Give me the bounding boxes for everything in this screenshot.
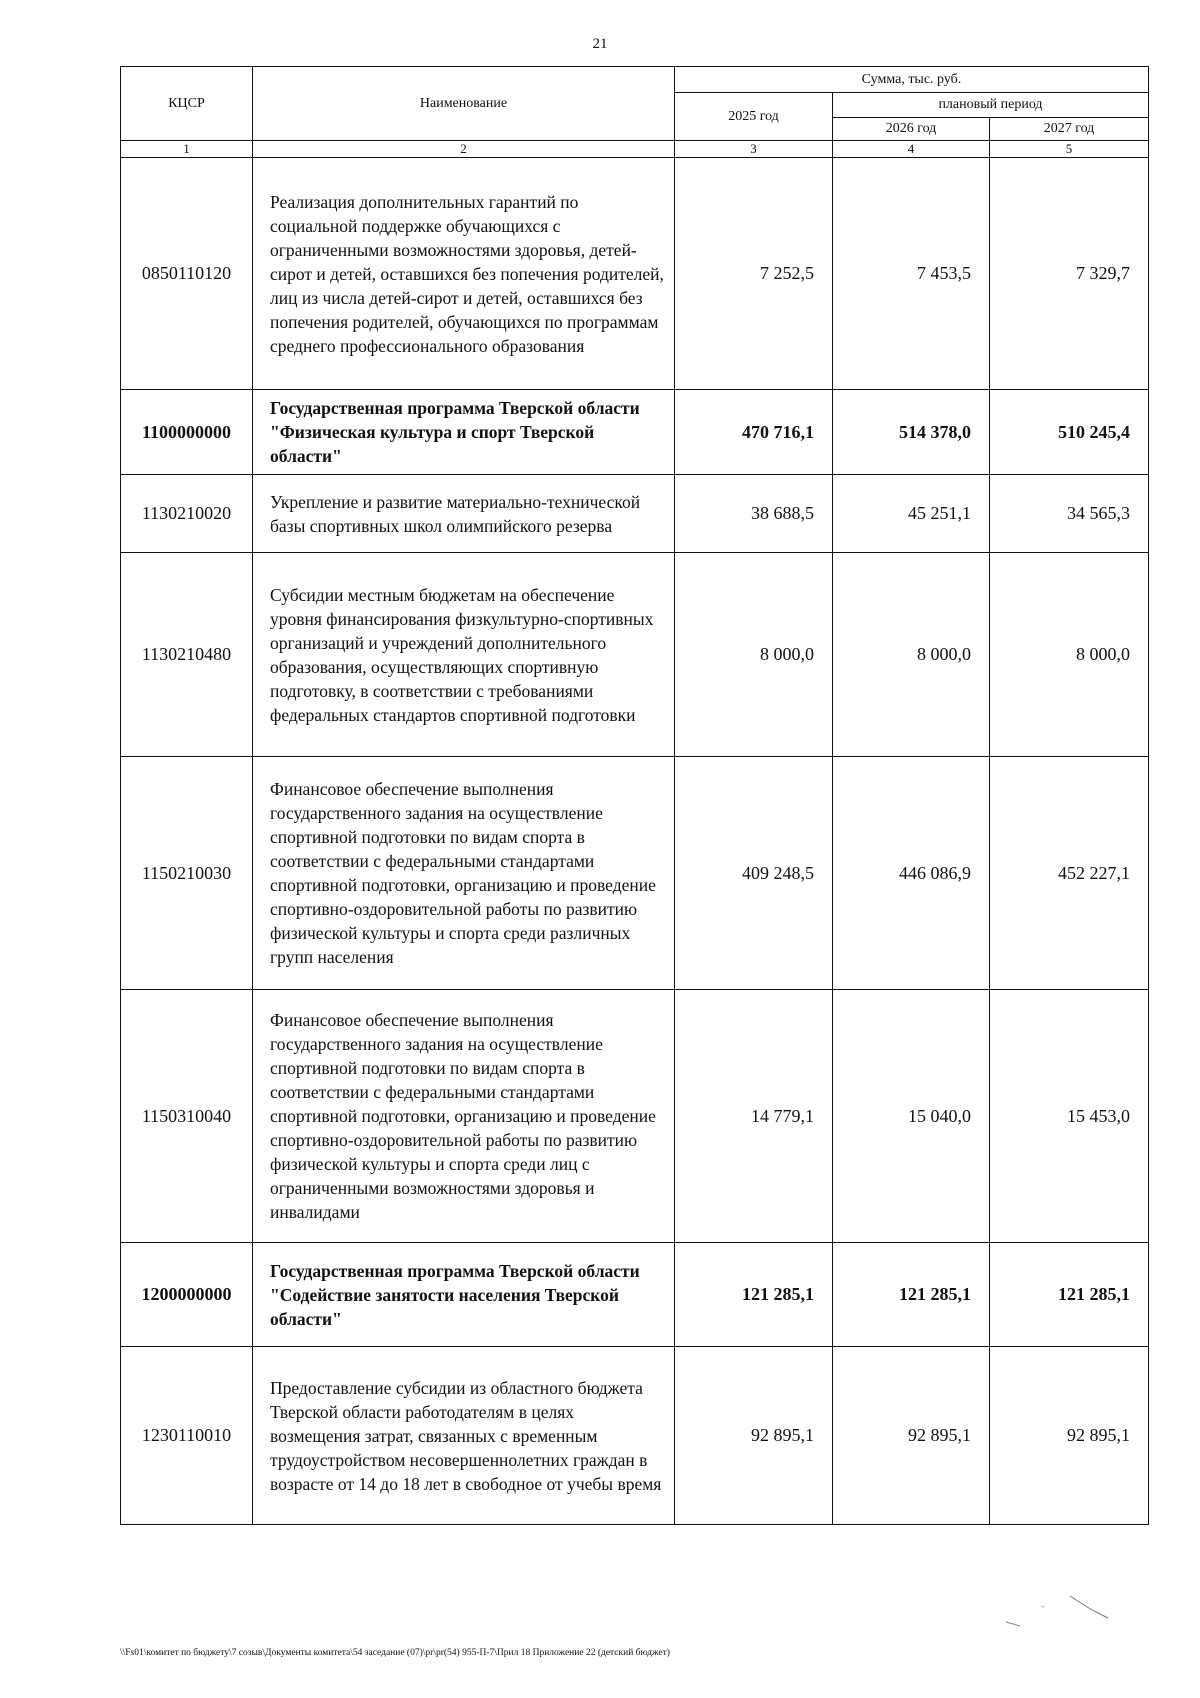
row-amount-2027: 15 453,0	[990, 990, 1149, 1243]
row-amount-2025: 92 895,1	[675, 1347, 833, 1525]
header-sum: Сумма, тыс. руб.	[675, 67, 1149, 93]
row-amount-2027: 8 000,0	[990, 553, 1149, 757]
row-amount-2027: 452 227,1	[990, 757, 1149, 990]
row-amount-2027: 34 565,3	[990, 475, 1149, 553]
row-name: Укрепление и развитие материально-технической базы спортивных школ олимпийского резерва	[253, 475, 675, 553]
row-amount-2026: 8 000,0	[833, 553, 990, 757]
column-number: 2	[253, 141, 675, 158]
row-name: Финансовое обеспечение выполнения государственного задания на осуществление спортивной подготовки по видам спорта в соответствии с федеральными стандартами спортивной подготовки, организацию и проведение спортивно-оздоровительной работы по развитию физической культуры и спорта среди различных групп населения	[253, 757, 675, 990]
row-amount-2027: 92 895,1	[990, 1347, 1149, 1525]
row-name: Субсидии местным бюджетам на обеспечение уровня финансирования физкультурно-спортивных организаций и учреждений дополнительного образования, осуществляющих спортивную подготовку, в соответствии с требованиями федеральных стандартов спортивной подготовки	[253, 553, 675, 757]
row-code: 1150310040	[121, 990, 253, 1243]
page-number: 21	[592, 36, 608, 52]
header-year-2025: 2025 год	[675, 93, 833, 141]
row-name: Государственная программа Тверской области "Физическая культура и спорт Тверской области"	[253, 390, 675, 475]
row-amount-2026: 121 285,1	[833, 1243, 990, 1347]
row-code: 1130210480	[121, 553, 253, 757]
footer-file-path: \\Fs01\комитет по бюджету\7 созыв\Документы комитета\54 заседание (07)\pr\pr(54) 955-П-7\Прил 18 Приложение 22 (детский бюджет)	[120, 1648, 670, 1658]
header-planning-period: плановый период	[833, 93, 1149, 118]
row-code: 1100000000	[121, 390, 253, 475]
row-code: 1130210020	[121, 475, 253, 553]
header-name: Наименование	[253, 67, 675, 141]
row-amount-2027: 7 329,7	[990, 158, 1149, 390]
budget-table	[120, 66, 1149, 1525]
row-code: 1150210030	[121, 757, 253, 990]
header-kcsr: КЦСР	[121, 67, 253, 141]
row-amount-2026: 92 895,1	[833, 1347, 990, 1525]
table-row	[121, 390, 1149, 475]
row-name: Финансовое обеспечение выполнения государственного задания на осуществление спортивной подготовки по видам спорта в соответствии с федеральными стандартами спортивной подготовки, организацию и проведение спортивно-оздоровительной работы по развитию физической культуры и спорта среди лиц с ограниченными возможностями здоровья и инвалидами	[253, 990, 675, 1243]
row-amount-2026: 7 453,5	[833, 158, 990, 390]
table-row	[121, 1347, 1149, 1525]
row-amount-2026: 514 378,0	[833, 390, 990, 475]
table-row	[121, 1243, 1149, 1347]
table-row	[121, 757, 1149, 990]
row-name: Предоставление субсидии из областного бюджета Тверской области работодателям в целях возмещения затрат, связанных с временным трудоустройством несовершеннолетних граждан в возрасте от 14 до 18 лет в свободное от учебы время	[253, 1347, 675, 1525]
row-code: 1200000000	[121, 1243, 253, 1347]
row-amount-2027: 121 285,1	[990, 1243, 1149, 1347]
row-code: 0850110120	[121, 158, 253, 390]
table-row	[121, 990, 1149, 1243]
row-amount-2026: 446 086,9	[833, 757, 990, 990]
row-amount-2026: 45 251,1	[833, 475, 990, 553]
table-row	[121, 553, 1149, 757]
row-name: Государственная программа Тверской области "Содействие занятости населения Тверской области"	[253, 1243, 675, 1347]
column-number: 3	[675, 141, 833, 158]
column-number: 4	[833, 141, 990, 158]
table-row	[121, 158, 1149, 390]
row-amount-2025: 121 285,1	[675, 1243, 833, 1347]
header-year-2026: 2026 год	[833, 118, 990, 141]
column-number: 1	[121, 141, 253, 158]
header-year-2027: 2027 год	[990, 118, 1149, 141]
row-amount-2025: 409 248,5	[675, 757, 833, 990]
row-amount-2025: 38 688,5	[675, 475, 833, 553]
row-name: Реализация дополнительных гарантий по социальной поддержке обучающихся с ограниченными возможностями здоровья, детей-сирот и детей, оставшихся без попечения родителей, лиц из числа детей-сирот и детей, оставшихся без попечения родителей, обучающихся по программам среднего профессионального образования	[253, 158, 675, 390]
row-amount-2025: 7 252,5	[675, 158, 833, 390]
row-amount-2025: 8 000,0	[675, 553, 833, 757]
row-amount-2026: 15 040,0	[833, 990, 990, 1243]
pen-marks	[1000, 1592, 1140, 1632]
table-row	[121, 475, 1149, 553]
row-amount-2027: 510 245,4	[990, 390, 1149, 475]
row-amount-2025: 14 779,1	[675, 990, 833, 1243]
column-number: 5	[990, 141, 1149, 158]
row-code: 1230110010	[121, 1347, 253, 1525]
row-amount-2025: 470 716,1	[675, 390, 833, 475]
